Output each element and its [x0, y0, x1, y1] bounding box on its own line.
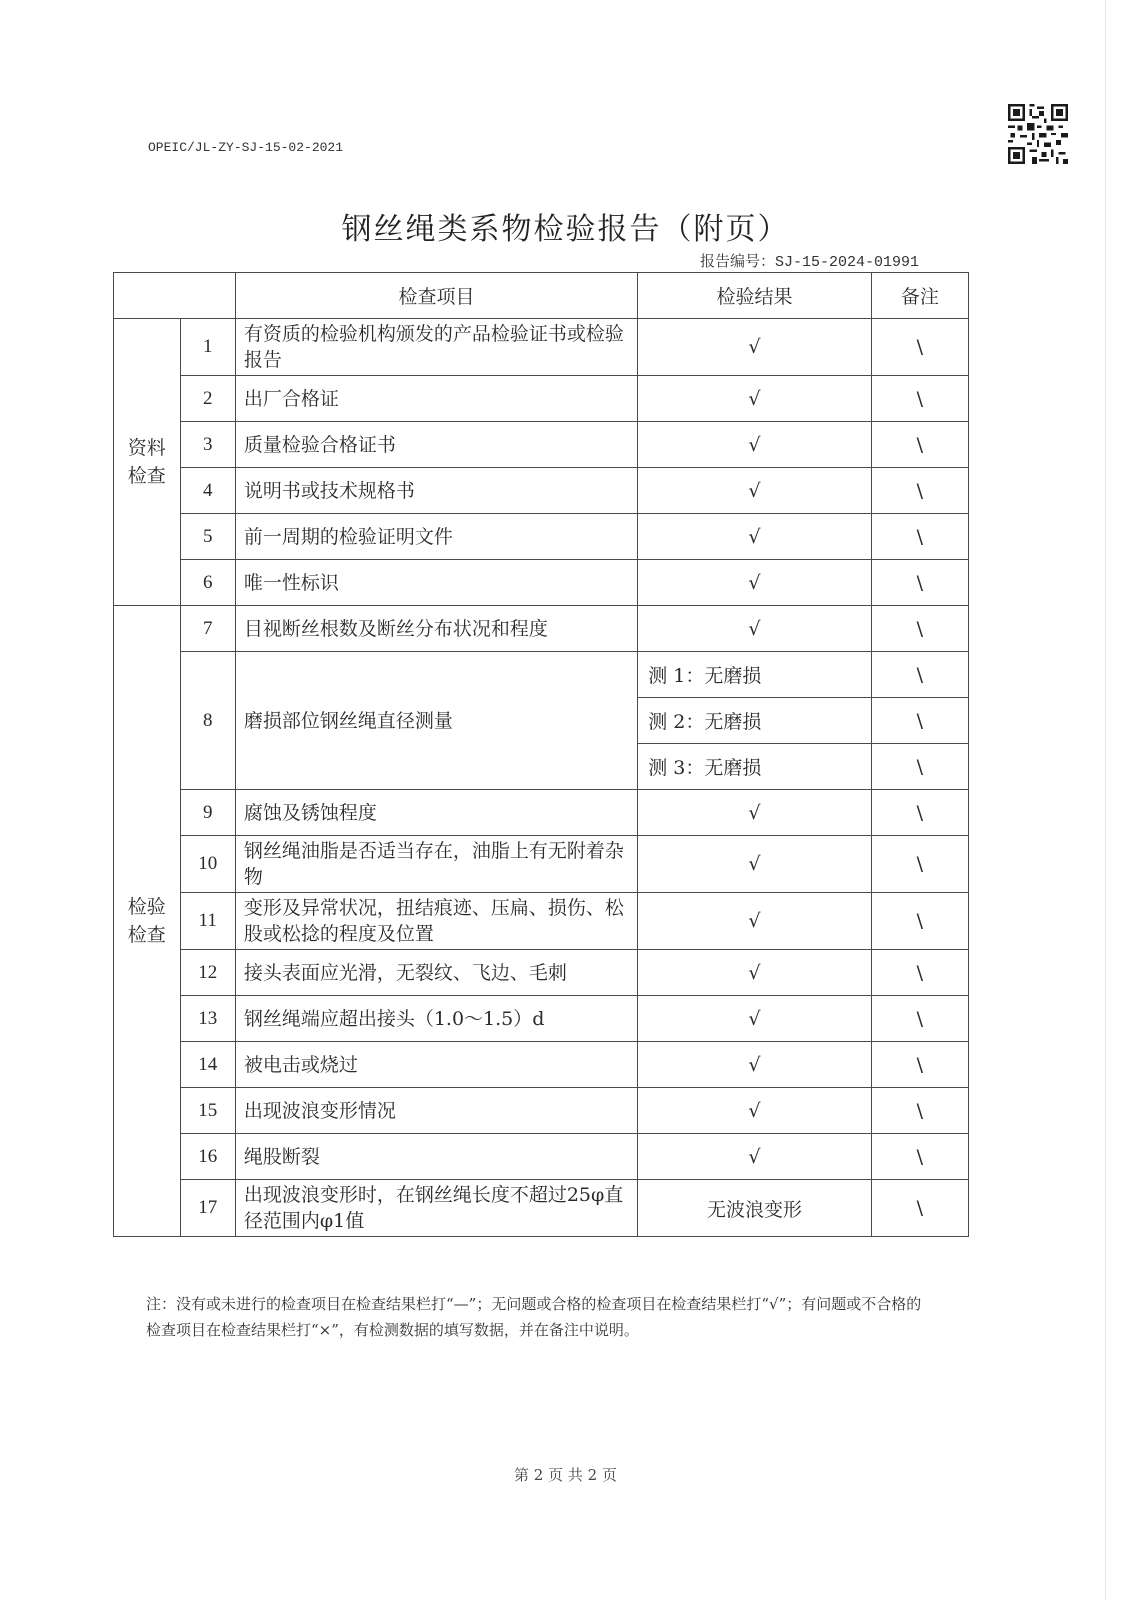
table-row	[114, 319, 969, 376]
category-line: 检查	[127, 924, 166, 946]
table-row	[114, 996, 969, 1042]
row-remark: \	[871, 319, 968, 376]
row-remark: \	[871, 560, 968, 606]
table-row	[114, 790, 969, 836]
row-item: 出厂合格证	[235, 376, 637, 422]
row-item: 变形及异常状况，扭结痕迹、压扁、损伤、松股或松捻的程度及位置	[235, 893, 637, 950]
row-number: 10	[180, 836, 235, 893]
row-remark: \	[871, 893, 968, 950]
header-item: 检查项目	[235, 273, 637, 319]
measurement-value: 无磨损	[704, 757, 762, 779]
row-result: √	[638, 1088, 871, 1134]
row-number: 3	[180, 422, 235, 468]
row-item: 钢丝绳端应超出接头（1.0～1.5）d	[235, 996, 637, 1042]
row-remark: \	[871, 1042, 968, 1088]
row-result: √	[638, 836, 871, 893]
row-result: √	[638, 1042, 871, 1088]
document-code: OPEIC/JL-ZY-SJ-15-02-2021	[148, 140, 344, 155]
row-remark: \	[871, 836, 968, 893]
row-number: 2	[180, 376, 235, 422]
row-result: √	[638, 468, 871, 514]
qr-code-icon	[1008, 104, 1068, 164]
row-remark: \	[871, 698, 968, 744]
table-row	[114, 376, 969, 422]
row-result: √	[638, 606, 871, 652]
row-item: 目视断丝根数及断丝分布状况和程度	[235, 606, 637, 652]
row-item: 钢丝绳油脂是否适当存在，油脂上有无附着杂物	[235, 836, 637, 893]
row-result: 无波浪变形	[638, 1180, 871, 1237]
row-result: √	[638, 790, 871, 836]
table-row	[114, 1180, 969, 1237]
row-remark: \	[871, 790, 968, 836]
table-row	[114, 950, 969, 996]
measurement-label: 测 3：	[648, 757, 705, 779]
row-number: 9	[180, 790, 235, 836]
row-remark: \	[871, 652, 968, 698]
row-number: 5	[180, 514, 235, 560]
row-number: 1	[180, 319, 235, 376]
table-row	[114, 606, 969, 652]
row-number: 7	[180, 606, 235, 652]
table-row	[114, 514, 969, 560]
category-line: 检验	[127, 896, 166, 918]
row-remark: \	[871, 744, 968, 790]
row-item: 出现波浪变形时，在钢丝绳长度不超过25φ直径范围内φ1值	[235, 1180, 637, 1237]
row-number: 6	[180, 560, 235, 606]
row-result: √	[638, 376, 871, 422]
table-row	[114, 1088, 969, 1134]
row-number: 4	[180, 468, 235, 514]
report-number-value: SJ-15-2024-01991	[774, 254, 919, 271]
table-header-row	[114, 273, 969, 319]
table-row	[114, 1042, 969, 1088]
row-item: 出现波浪变形情况	[235, 1088, 637, 1134]
row-number: 12	[180, 950, 235, 996]
row-number: 8	[180, 652, 235, 790]
report-number-label: 报告编号：	[699, 252, 775, 270]
row-result: √	[638, 893, 871, 950]
row-remark: \	[871, 422, 968, 468]
report-number	[700, 250, 919, 271]
table-row	[114, 560, 969, 606]
row-number: 15	[180, 1088, 235, 1134]
row-number: 16	[180, 1134, 235, 1180]
row-result: √	[638, 996, 871, 1042]
measurement-label: 测 2：	[648, 711, 705, 733]
table-row	[114, 836, 969, 893]
table-row	[114, 1134, 969, 1180]
header-remark: 备注	[871, 273, 968, 319]
row-result: √	[638, 422, 871, 468]
row-item: 说明书或技术规格书	[235, 468, 637, 514]
row-remark: \	[871, 996, 968, 1042]
row-item: 有资质的检验机构颁发的产品检验证书或检验报告	[235, 319, 637, 376]
category-line: 资料	[127, 437, 166, 459]
row-result: √	[638, 560, 871, 606]
category-document-check	[114, 319, 181, 606]
row-remark: \	[871, 376, 968, 422]
row-result: √	[638, 1134, 871, 1180]
inspection-table	[113, 272, 969, 1237]
row-item: 磨损部位钢丝绳直径测量	[235, 652, 637, 790]
row-remark: \	[871, 1134, 968, 1180]
row-number: 13	[180, 996, 235, 1042]
row-number: 14	[180, 1042, 235, 1088]
table-row	[114, 468, 969, 514]
row-item: 腐蚀及锈蚀程度	[235, 790, 637, 836]
report-title: 钢丝绳类系物检验报告（附页）	[341, 212, 790, 247]
header-blank-cell	[114, 273, 236, 319]
row-remark: \	[871, 514, 968, 560]
row-item: 绳股断裂	[235, 1134, 637, 1180]
category-line: 检查	[127, 465, 166, 487]
page-number: 第 2 页 共 2 页	[514, 1466, 617, 1484]
measurement-value: 无磨损	[704, 665, 762, 687]
row-item: 接头表面应光滑，无裂纹、飞边、毛刺	[235, 950, 637, 996]
measurement-3	[638, 744, 871, 790]
table-row	[114, 422, 969, 468]
row-item: 唯一性标识	[235, 560, 637, 606]
header-result: 检验结果	[638, 273, 871, 319]
measurement-1	[638, 652, 871, 698]
row-remark: \	[871, 1088, 968, 1134]
row-remark: \	[871, 468, 968, 514]
row-remark: \	[871, 950, 968, 996]
row-result: √	[638, 319, 871, 376]
table-footnote: 注：没有或未进行的检查项目在检查结果栏打“—”；无问题或合格的检查项目在检查结果栏打“√”；有问题或不合格的检查项目在检查结果栏打“×”，有检测数据的填写数据，并在备注中说明。	[146, 1295, 922, 1339]
measurement-value: 无磨损	[704, 711, 762, 733]
category-inspection-check	[114, 606, 181, 1237]
row-item: 被电击或烧过	[235, 1042, 637, 1088]
table-row	[114, 652, 969, 698]
row-result: √	[638, 514, 871, 560]
row-item: 质量检验合格证书	[235, 422, 637, 468]
row-remark: \	[871, 606, 968, 652]
table-row	[114, 893, 969, 950]
measurement-label: 测 1：	[648, 665, 705, 687]
row-item: 前一周期的检验证明文件	[235, 514, 637, 560]
measurement-2	[638, 698, 871, 744]
row-result: √	[638, 950, 871, 996]
row-number: 17	[180, 1180, 235, 1237]
row-remark: \	[871, 1180, 968, 1237]
row-number: 11	[180, 893, 235, 950]
